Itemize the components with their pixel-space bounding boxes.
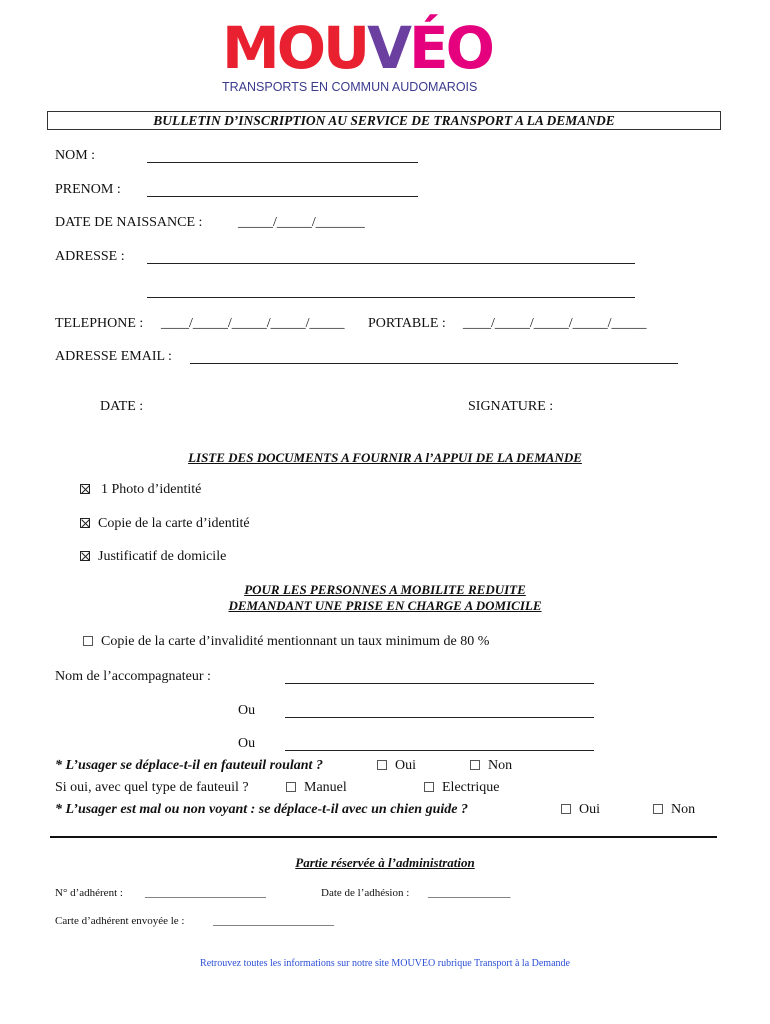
- checkbox-icon[interactable]: [653, 804, 663, 814]
- telephone-label: TELEPHONE :: [55, 316, 144, 331]
- adherent-no-label: N° d’adhérent :: [55, 887, 123, 899]
- ou-label-2: Ou: [238, 736, 256, 751]
- invalidite-label: Copie de la carte d’invalidité mentionnant un taux minimum de 80 %: [101, 634, 490, 649]
- logo-letter-m: M: [222, 14, 277, 82]
- document-item-label: 1 Photo d’identité: [101, 482, 202, 497]
- admin-heading: Partie réservée à l’administration: [295, 855, 475, 870]
- accompagnateur-field-3[interactable]: [285, 750, 594, 751]
- checked-box-icon[interactable]: [80, 484, 90, 494]
- pmr-heading-line1: POUR LES PERSONNES A MOBILITE REDUITE: [244, 582, 526, 597]
- invalidite-item: [83, 634, 489, 650]
- document-item-label: Copie de la carte d’identité: [98, 516, 250, 531]
- checkbox-icon[interactable]: [470, 760, 480, 770]
- adresse-label: ADRESSE :: [55, 249, 125, 264]
- portable-label: PORTABLE :: [368, 316, 446, 331]
- chien-guide-question: * L’usager est mal ou non voyant : se déplace-t-il avec un chien guide ?: [55, 802, 468, 817]
- nom-label: NOM :: [55, 148, 96, 163]
- logo-letter-u: U: [323, 14, 368, 82]
- documents-heading: LISTE DES DOCUMENTS A FOURNIR A l’APPUI DE LA DEMANDE: [188, 450, 582, 465]
- accompagnateur-field-1[interactable]: [285, 683, 594, 684]
- logo-tagline: TRANSPORTS EN COMMUN AUDOMAROIS: [222, 80, 478, 94]
- logo-letter-e: É: [409, 14, 446, 82]
- non-label: Non: [671, 802, 696, 817]
- email-field[interactable]: [190, 363, 678, 364]
- document-item: [80, 482, 201, 498]
- date-adhesion-field[interactable]: _______________: [428, 887, 511, 899]
- logo-letter-o: O: [276, 14, 324, 82]
- checked-box-icon[interactable]: [80, 518, 90, 528]
- adresse-field-line1[interactable]: [147, 263, 635, 264]
- fauteuil-non-option[interactable]: [470, 758, 512, 774]
- adresse-field-line2[interactable]: [147, 297, 635, 298]
- logo-letter-o2: O: [445, 14, 492, 82]
- form-title: BULLETIN D’INSCRIPTION AU SERVICE DE TRANSPORT A LA DEMANDE: [47, 111, 721, 130]
- manuel-label: Manuel: [304, 780, 347, 795]
- date-naissance-field[interactable]: _____/_____/_______: [238, 215, 365, 230]
- date-naissance-label: DATE DE NAISSANCE :: [55, 215, 203, 230]
- non-label: Non: [488, 758, 513, 773]
- checkbox-icon[interactable]: [286, 782, 296, 792]
- email-label: ADRESSE EMAIL :: [55, 349, 172, 364]
- pmr-heading-line2: DEMANDANT UNE PRISE EN CHARGE A DOMICILE: [228, 598, 542, 613]
- document-item: [80, 516, 250, 532]
- carte-envoyee-label: Carte d’adhérent envoyée le :: [55, 915, 185, 927]
- chien-oui-option[interactable]: [561, 802, 600, 818]
- adherent-no-field[interactable]: ______________________: [145, 887, 266, 899]
- fauteuil-oui-option[interactable]: [377, 758, 416, 774]
- telephone-field[interactable]: ____/_____/_____/_____/_____: [161, 316, 345, 331]
- fauteuil-question: * L’usager se déplace-t-il en fauteuil roulant ?: [55, 758, 323, 773]
- ou-label-1: Ou: [238, 703, 256, 718]
- accompagnateur-field-2[interactable]: [285, 717, 594, 718]
- date-adhesion-label: Date de l’adhésion :: [321, 887, 410, 899]
- accompagnateur-label: Nom de l’accompagnateur :: [55, 669, 211, 684]
- mouveo-logo: [222, 14, 494, 94]
- document-item-label: Justificatif de domicile: [98, 549, 227, 564]
- oui-label: Oui: [395, 758, 416, 773]
- logo-wordmark: [222, 14, 492, 82]
- oui-label: Oui: [579, 802, 600, 817]
- prenom-field[interactable]: [147, 196, 418, 197]
- date-label: DATE :: [100, 399, 144, 414]
- signature-label: SIGNATURE :: [468, 399, 554, 414]
- prenom-label: PRENOM :: [55, 182, 121, 197]
- checkbox-icon[interactable]: [377, 760, 387, 770]
- portable-field[interactable]: ____/_____/_____/_____/_____: [463, 316, 647, 331]
- electrique-label: Electrique: [442, 780, 500, 795]
- checked-box-icon[interactable]: [80, 551, 90, 561]
- manuel-option[interactable]: [286, 780, 347, 796]
- checkbox-icon[interactable]: [83, 636, 93, 646]
- electrique-option[interactable]: [424, 780, 500, 796]
- document-item: [80, 549, 226, 565]
- carte-envoyee-field[interactable]: ______________________: [213, 915, 334, 927]
- chien-non-option[interactable]: [653, 802, 695, 818]
- type-fauteuil-question: Si oui, avec quel type de fauteuil ?: [55, 780, 249, 795]
- nom-field[interactable]: [147, 162, 418, 163]
- footer-info: Retrouvez toutes les informations sur notre site MOUVEO rubrique Transport à la Demande: [200, 958, 570, 969]
- checkbox-icon[interactable]: [424, 782, 434, 792]
- logo-letter-v: V: [367, 14, 410, 82]
- checkbox-icon[interactable]: [561, 804, 571, 814]
- section-divider: [50, 836, 717, 838]
